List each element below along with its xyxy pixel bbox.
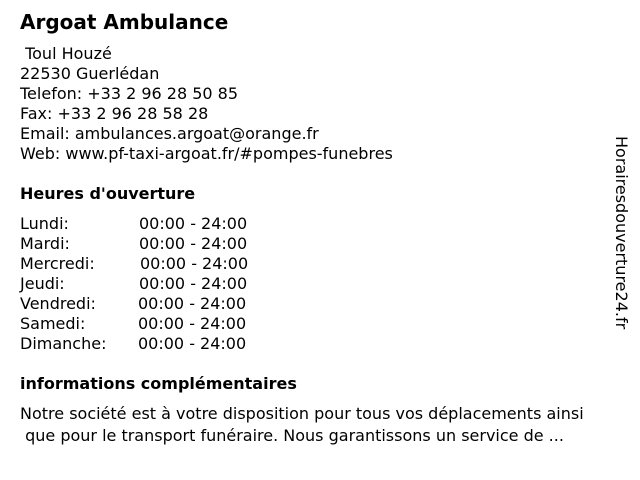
day-label: Vendredi: bbox=[20, 294, 96, 313]
hours-row bbox=[20, 274, 320, 294]
watermark-text: Horairesdouverture24.fr bbox=[612, 136, 631, 330]
day-label: Jeudi: bbox=[20, 274, 65, 293]
time-range: 00:00 - 24:00 bbox=[138, 334, 247, 353]
city-address: 22530 Guerlédan bbox=[20, 64, 160, 83]
info-heading: informations complémentaires bbox=[20, 374, 297, 393]
info-line: que pour le transport funéraire. Nous garantissons un service de ... bbox=[20, 426, 564, 445]
phone-number: Telefon: +33 2 96 28 50 85 bbox=[20, 84, 239, 103]
hours-row bbox=[20, 234, 320, 254]
contact-block bbox=[20, 44, 393, 164]
hours-row bbox=[20, 294, 320, 314]
email-address: Email: ambulances.argoat@orange.fr bbox=[20, 124, 319, 143]
time-range: 00:00 - 24:00 bbox=[139, 274, 248, 293]
hours-row bbox=[20, 254, 320, 274]
time-range: 00:00 - 24:00 bbox=[138, 294, 247, 313]
hours-table bbox=[20, 214, 320, 354]
info-line: Notre société est à votre disposition pour tous vos déplacements ainsi bbox=[20, 404, 584, 423]
day-label: Dimanche: bbox=[20, 334, 107, 353]
hours-row bbox=[20, 214, 320, 234]
hours-row bbox=[20, 314, 320, 334]
street-address: Toul Houzé bbox=[20, 44, 112, 63]
day-label: Mardi: bbox=[20, 234, 70, 253]
time-range: 00:00 - 24:00 bbox=[139, 214, 248, 233]
time-range: 00:00 - 24:00 bbox=[139, 234, 248, 253]
info-text bbox=[20, 403, 635, 447]
hours-heading: Heures d'ouverture bbox=[20, 184, 196, 203]
day-label: Samedi: bbox=[20, 314, 86, 333]
time-range: 00:00 - 24:00 bbox=[138, 314, 247, 333]
website: Web: www.pf-taxi-argoat.fr/#pompes-funebres bbox=[20, 144, 393, 163]
day-label: Mercredi: bbox=[20, 254, 95, 273]
business-name: Argoat Ambulance bbox=[20, 10, 229, 34]
hours-row bbox=[20, 334, 320, 354]
time-range: 00:00 - 24:00 bbox=[140, 254, 249, 273]
day-label: Lundi: bbox=[20, 214, 69, 233]
fax-number: Fax: +33 2 96 28 58 28 bbox=[20, 104, 209, 123]
